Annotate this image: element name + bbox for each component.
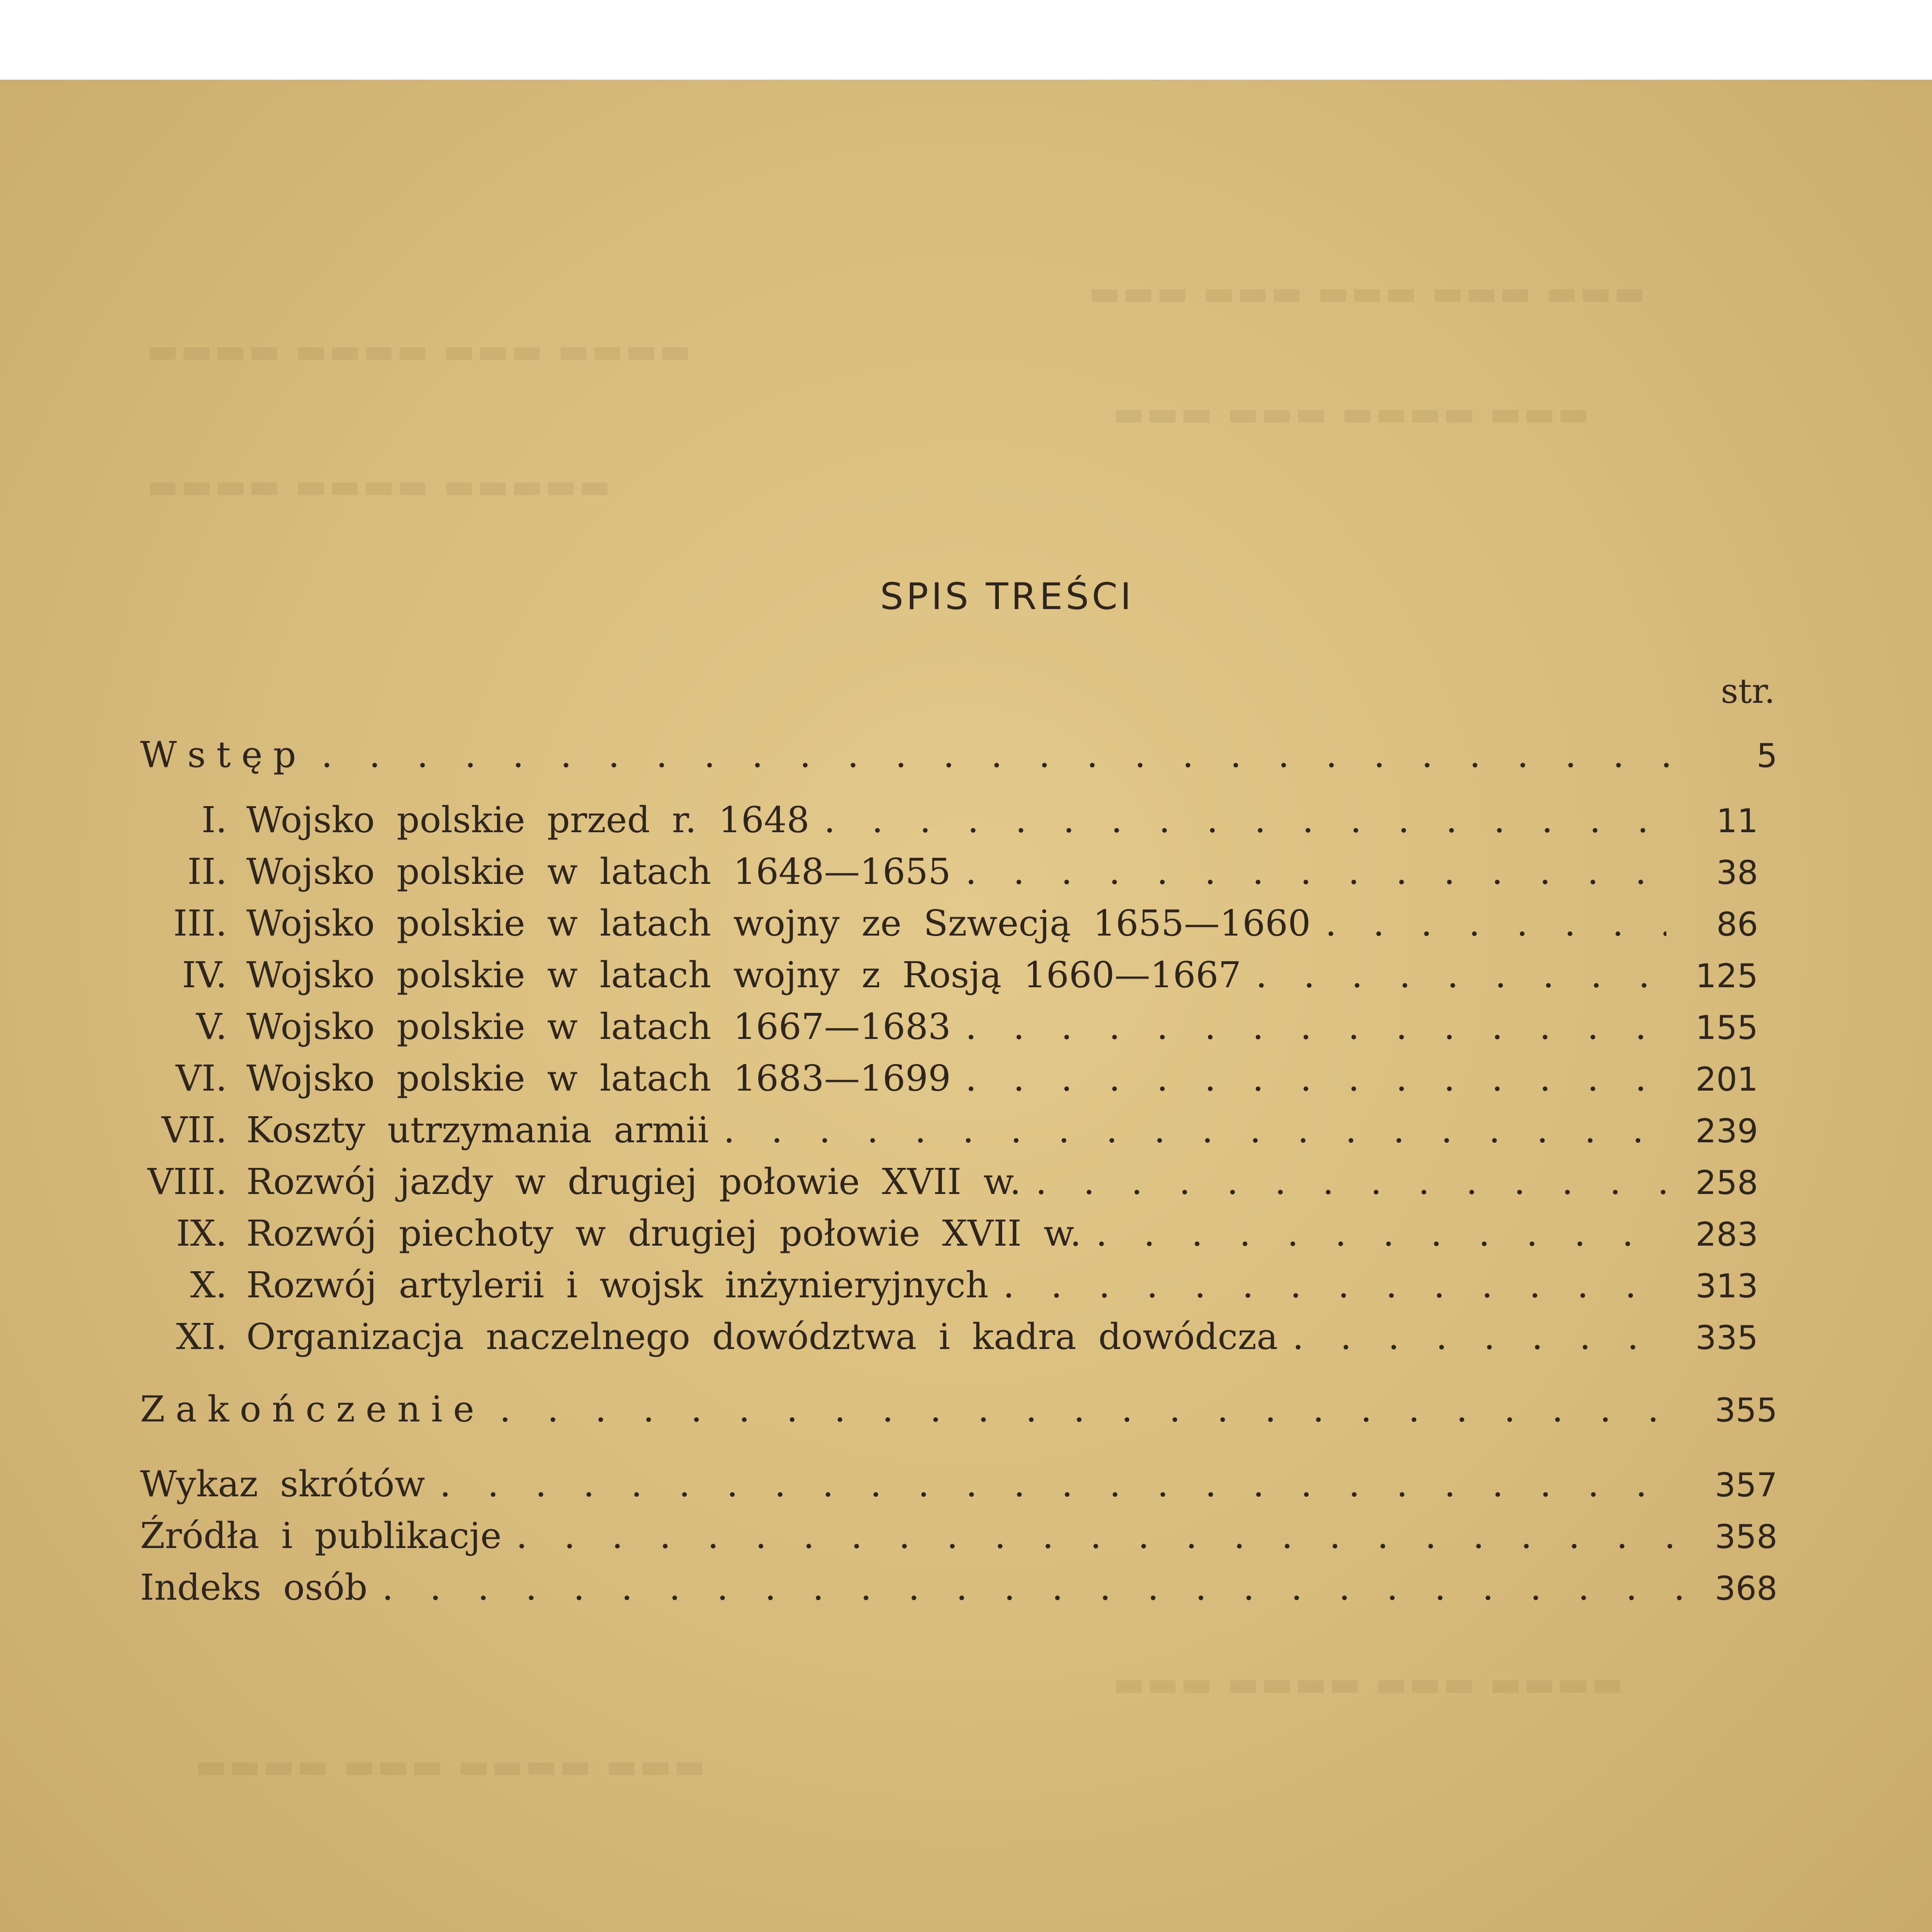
chapter-number: XI. <box>176 1316 227 1358</box>
toc-entry-chapter[interactable] <box>121 1058 1758 1106</box>
entry-page-number: 201 <box>1695 1061 1758 1099</box>
bleed-through-text: ▬▬▬ ▬▬▬▬ ▬▬▬ ▬▬▬▬ <box>193 1746 706 1786</box>
dot-leader <box>724 1109 1666 1151</box>
entry-label: Rozwój jazdy w drugiej połowie XVII w. <box>246 1161 1021 1203</box>
entry-label: Wojsko polskie przed r. 1648 <box>246 799 810 841</box>
dot-leader <box>1256 954 1666 996</box>
dot-leader <box>499 1389 1686 1430</box>
entry-page-number: 86 <box>1716 906 1758 944</box>
entry-label: Wykaz skrótów <box>140 1463 426 1505</box>
chapter-number: III. <box>173 903 227 944</box>
entry-page-number: 38 <box>1716 854 1758 892</box>
chapter-number: IX. <box>176 1213 227 1254</box>
dot-leader <box>1293 1316 1666 1358</box>
toc-entry-intro[interactable] <box>140 734 1777 782</box>
entry-page-number: 239 <box>1695 1112 1758 1151</box>
dot-leader <box>1036 1161 1666 1203</box>
entry-label: Wojsko polskie w latach wojny z Rosją 1660—1667 <box>246 954 1241 996</box>
entry-page-number: 125 <box>1695 957 1758 995</box>
toc-entry-chapter[interactable] <box>121 954 1758 1003</box>
chapter-number: VIII. <box>147 1161 227 1203</box>
entry-page-number: 313 <box>1695 1267 1758 1306</box>
toc-entry-chapter[interactable] <box>121 1161 1758 1209</box>
chapter-number: V. <box>196 1006 227 1048</box>
toc-entry-conclusion[interactable] <box>140 1389 1777 1437</box>
toc-title: SPIS TREŚCI <box>880 575 1134 618</box>
entry-label: Wstęp <box>140 734 307 776</box>
bleed-through-text: ▬▬▬ ▬▬▬ ▬▬▬ ▬▬▬ ▬▬▬ <box>1087 273 1646 313</box>
bleed-through-text: ▬▬▬ ▬▬▬▬ ▬▬▬ ▬▬▬ <box>1111 394 1590 433</box>
dot-leader <box>1003 1264 1666 1306</box>
entry-label: Rozwój artylerii i wojsk inżynieryjnych <box>246 1264 989 1306</box>
bleed-through-text: ▬▬▬▬ ▬▬▬ ▬▬▬▬ ▬▬▬▬ <box>145 331 691 370</box>
chapter-number: VII. <box>161 1109 227 1151</box>
dot-leader <box>966 851 1666 893</box>
bleed-through-text: ▬▬▬▬▬ ▬▬▬▬ ▬▬▬▬ <box>145 466 611 506</box>
dot-leader <box>966 1058 1666 1099</box>
entry-page-number: 368 <box>1715 1570 1777 1608</box>
entry-page-number: 258 <box>1695 1164 1758 1202</box>
toc-entry-chapter[interactable] <box>121 1316 1758 1364</box>
entry-page-number: 11 <box>1716 802 1758 840</box>
chapter-number: II. <box>187 851 227 893</box>
book-page <box>0 80 1932 1932</box>
dot-leader <box>321 734 1686 776</box>
chapter-number: VI. <box>175 1058 227 1099</box>
dot-leader <box>824 799 1666 841</box>
entry-label: Źródła i publikacje <box>140 1515 502 1557</box>
entry-page-number: 335 <box>1695 1319 1758 1357</box>
toc-entry-chapter[interactable] <box>121 903 1758 951</box>
toc-entry-chapter[interactable] <box>121 1006 1758 1054</box>
chapter-number: X. <box>190 1264 227 1306</box>
dot-leader <box>966 1006 1666 1048</box>
toc-entry-chapter[interactable] <box>121 851 1758 899</box>
entry-page-number: 283 <box>1695 1216 1758 1254</box>
dot-leader <box>1096 1213 1666 1254</box>
entry-label: Organizacja naczelnego dowództwa i kadra dowódcza <box>246 1316 1278 1358</box>
bleed-through-text: ▬▬▬▬ ▬▬▬ ▬▬▬▬ ▬▬▬ <box>1111 1664 1623 1704</box>
entry-label: Indeks osób <box>140 1567 368 1608</box>
chapter-number: I. <box>201 799 227 841</box>
toc-entry-chapter[interactable] <box>121 1213 1758 1261</box>
toc-entry-appendix[interactable] <box>140 1463 1777 1512</box>
toc-entry-appendix[interactable] <box>140 1567 1777 1615</box>
dot-leader <box>382 1567 1686 1608</box>
entry-label: Zakończenie <box>140 1389 485 1430</box>
entry-page-number: 155 <box>1695 1009 1758 1047</box>
toc-entry-chapter[interactable] <box>121 1264 1758 1313</box>
toc-entry-appendix[interactable] <box>140 1515 1777 1563</box>
chapter-number: IV. <box>182 954 227 996</box>
entry-label: Wojsko polskie w latach 1667—1683 <box>246 1006 951 1048</box>
toc-entry-chapter[interactable] <box>121 1109 1758 1158</box>
entry-page-number: 357 <box>1715 1466 1777 1505</box>
entry-label: Wojsko polskie w latach wojny ze Szwecją 1655—1660 <box>246 903 1311 944</box>
entry-page-number: 5 <box>1756 737 1777 775</box>
entry-label: Wojsko polskie w latach 1683—1699 <box>246 1058 951 1099</box>
toc-entry-chapter[interactable] <box>121 799 1758 848</box>
page-column-label: str. <box>1720 671 1775 711</box>
entry-page-number: 355 <box>1715 1392 1777 1430</box>
dot-leader <box>1325 903 1666 944</box>
entry-page-number: 358 <box>1715 1518 1777 1556</box>
dot-leader <box>516 1515 1686 1557</box>
entry-label: Koszty utrzymania armii <box>246 1109 709 1151</box>
entry-label: Rozwój piechoty w drugiej połowie XVII w. <box>246 1213 1081 1254</box>
entry-label: Wojsko polskie w latach 1648—1655 <box>246 851 951 893</box>
dot-leader <box>440 1463 1686 1505</box>
